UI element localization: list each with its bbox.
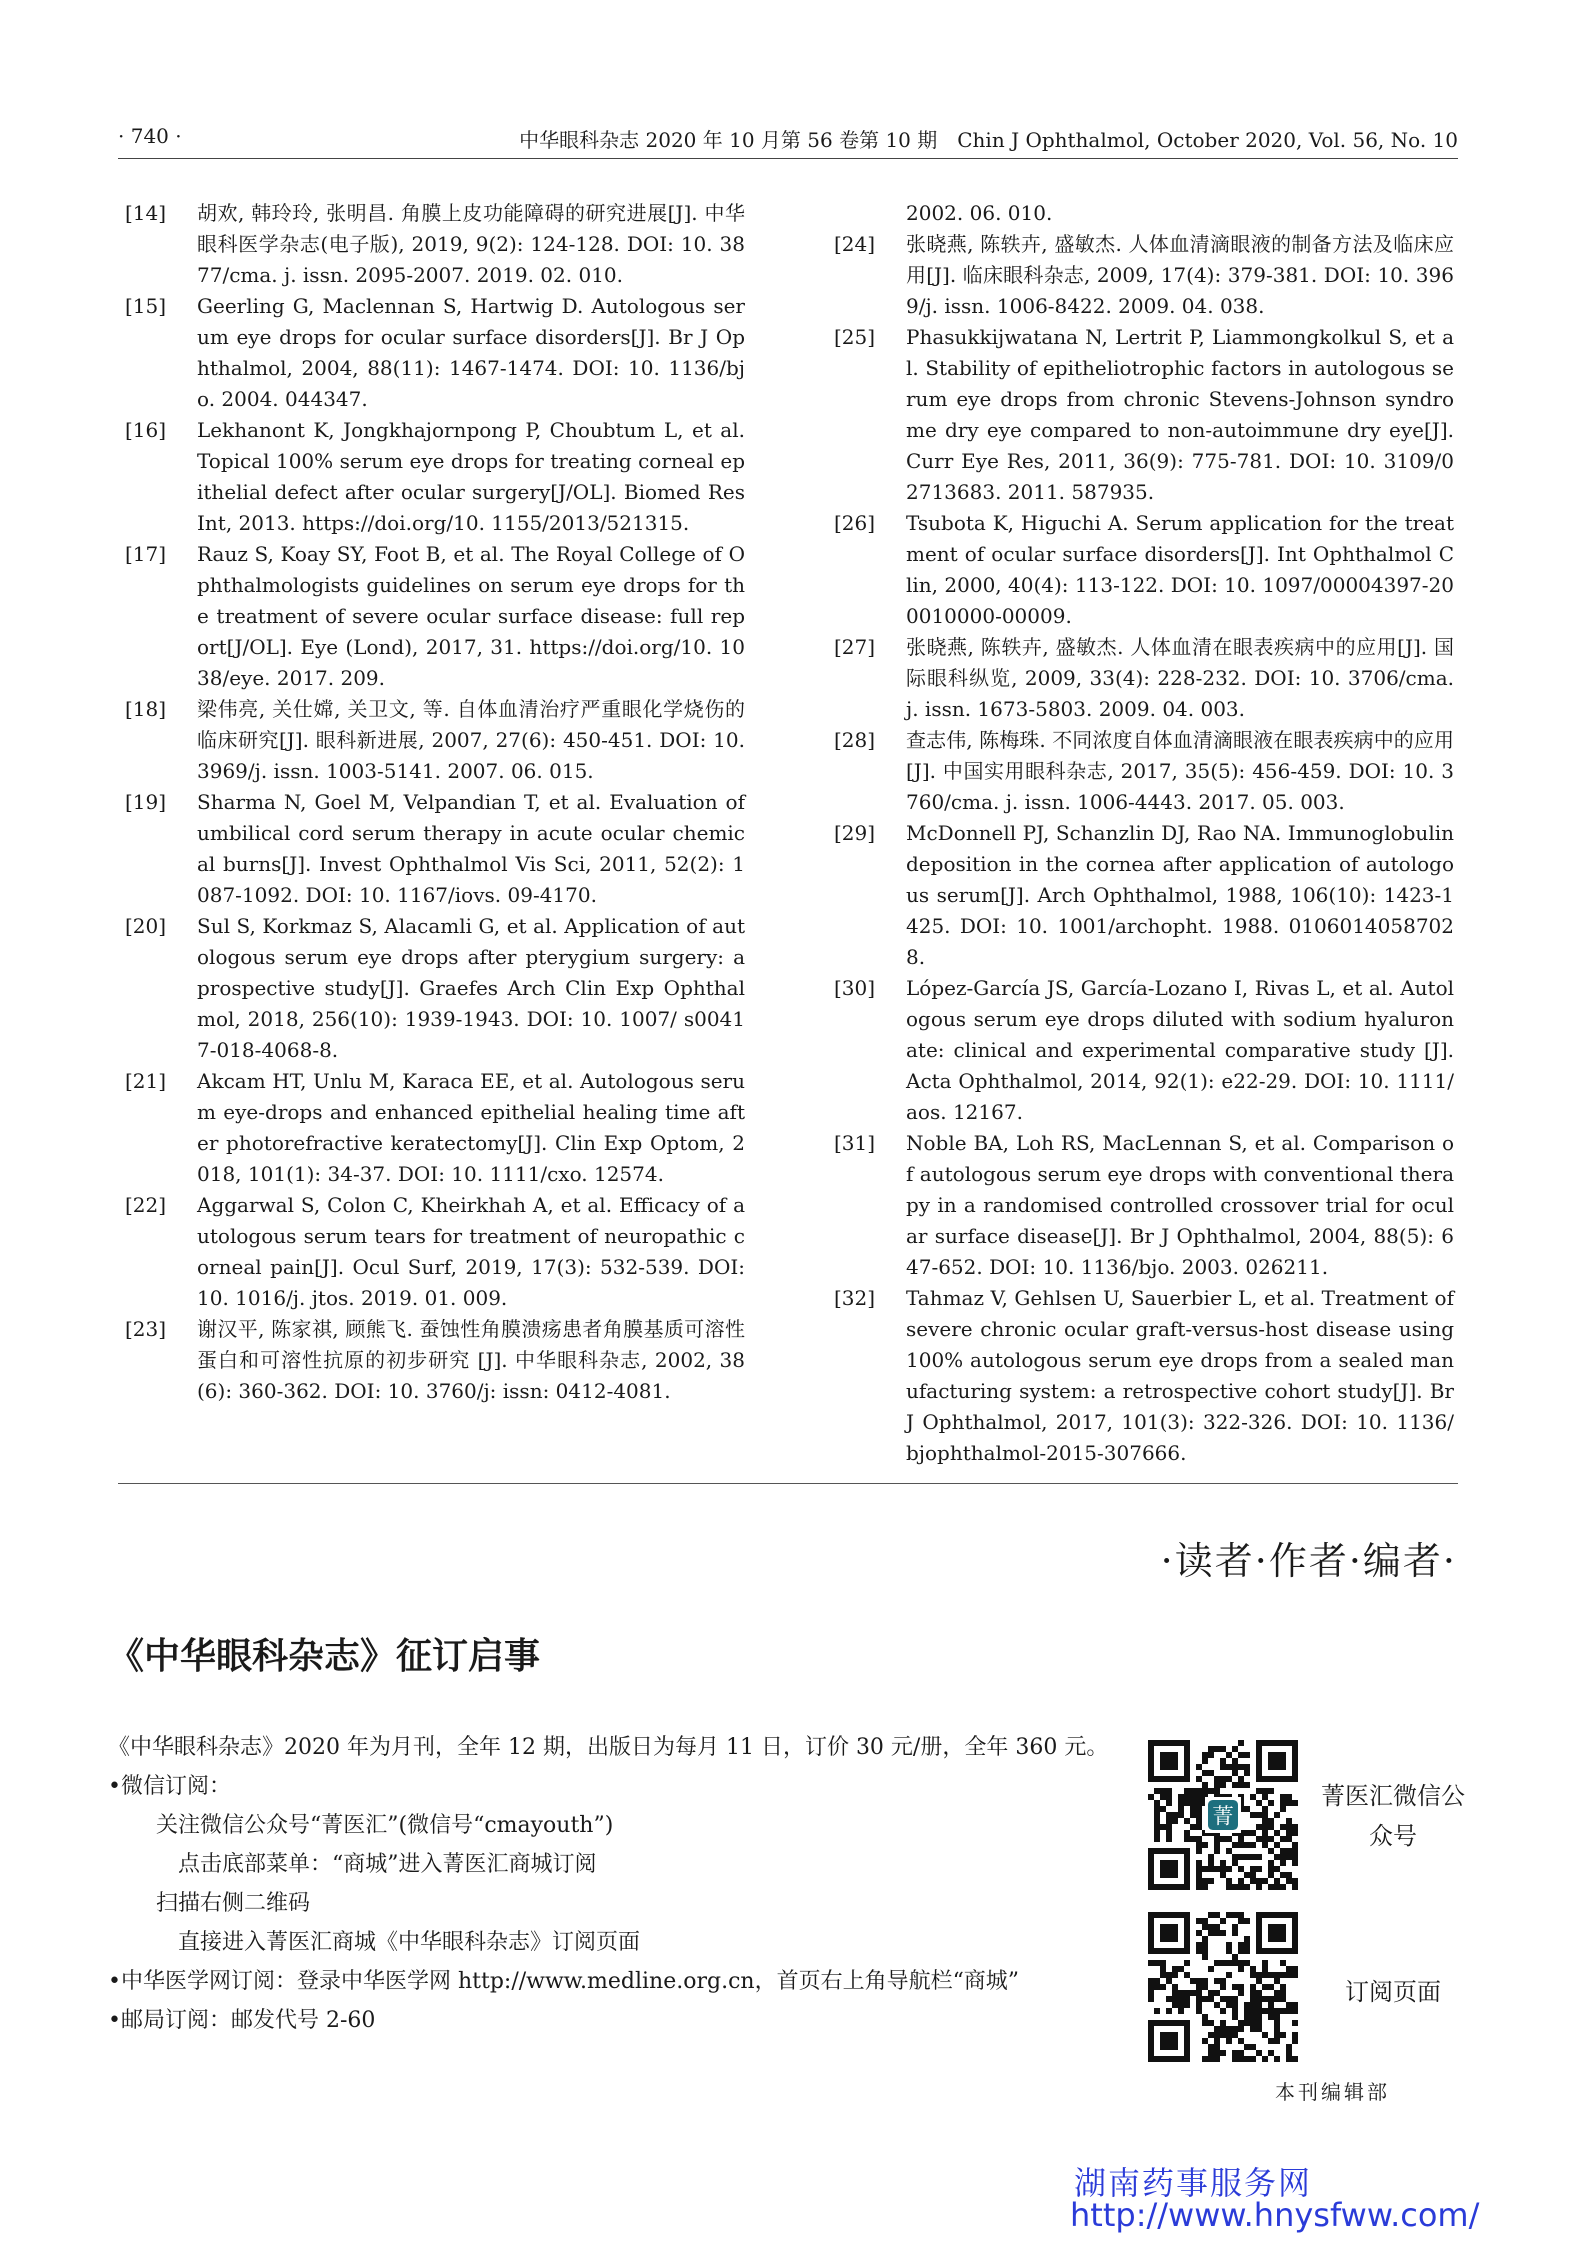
- reference-number: [26]: [834, 511, 876, 535]
- reference-text: Phasukkijwatana N, Lertrit P, Liammongkolkul S, et al. Stability of epitheliotrophic factors in autologous serum eye drops from chronic Stevens-Johnson syndrome dry eye compared to non-autoimmune dry eye[J]. Curr Eye Res, 2011, 36(9): 775-781. DOI: 10. 3109/02713683. 2011. 587935.: [906, 325, 1454, 504]
- reference-item: [834, 725, 1454, 818]
- page-header: [118, 122, 1458, 159]
- reference-text: 张晓燕, 陈轶卉, 盛敏杰. 人体血清滴眼液的制备方法及临床应用[J]. 临床眼科杂志, 2009, 17(4): 379-381. DOI: 10. 3969/j. issn. 1006-8422. 2009. 04. 038.: [906, 232, 1454, 318]
- reference-item: [834, 322, 1454, 508]
- reference-item: [125, 291, 745, 415]
- qr1-label: 菁医汇微信公众号: [1321, 1782, 1465, 1850]
- reference-text: McDonnell PJ, Schanzlin DJ, Rao NA. Immunoglobulin deposition in the cornea after application of autologous serum[J]. Arch Ophthalmol, 1988, 106(10): 1423-1425. DOI: 10. 1001/archopht. 1988. 01060140587028.: [906, 821, 1454, 969]
- reference-number: [30]: [834, 976, 876, 1000]
- reference-number: [19]: [125, 790, 167, 814]
- page-number: · 740 ·: [118, 124, 182, 148]
- reference-text: Lekhanont K, Jongkhajornpong P, Choubtum L, et al. Topical 100% serum eye drops for treating corneal epithelial defect after ocular surgery[J/OL]. Biomed Res Int, 2013. https://doi.org/10. 1155/2013/521315.: [197, 418, 745, 535]
- reference-text: Sharma N, Goel M, Velpandian T, et al. Evaluation of umbilical cord serum therapy in acute ocular chemical burns[J]. Invest Ophthalmol Vis Sci, 2011, 52(2): 1087-1092. DOI: 10. 1167/iovs. 09-4170.: [197, 790, 745, 907]
- reference-text: López-García JS, García-Lozano I, Rivas L, et al. Autologous serum eye drops diluted with sodium hyaluronate: clinical and experimental comparative study [J]. Acta Ophthalmol, 2014, 92(1): e22-29. DOI: 10. 1111/ aos. 12167.: [906, 976, 1454, 1124]
- reference-continuation: 2002. 06. 010.: [906, 201, 1053, 225]
- watermark-name: 湖南药事服务网: [1074, 2164, 1313, 2202]
- reference-number: [15]: [125, 294, 167, 318]
- reference-number: [23]: [125, 1317, 167, 1341]
- reference-item: [834, 229, 1454, 322]
- reference-text: Tsubota K, Higuchi A. Serum application for the treatment of ocular surface disorders[J]. Int Ophthalmol Clin, 2000, 40(4): 113-122. DOI: 10. 1097/00004397-200010000-00009.: [906, 511, 1454, 628]
- reference-number: [25]: [834, 325, 876, 349]
- reference-item: [125, 787, 745, 911]
- reference-item: [125, 911, 745, 1066]
- reference-text: Noble BA, Loh RS, MacLennan S, et al. Comparison of autologous serum eye drops with conventional therapy in a randomised controlled crossover trial for ocular surface disease[J]. Br J Ophthalmol, 2004, 88(5): 647-652. DOI: 10. 1136/bjo. 2003. 026211.: [906, 1131, 1454, 1279]
- reference-item: [125, 198, 745, 291]
- reference-item: [834, 1283, 1454, 1469]
- notice-line: 直接进入菁医汇商城《中华眼科杂志》订阅页面: [178, 1930, 641, 1955]
- reference-item: [125, 1314, 745, 1407]
- reference-text: Aggarwal S, Colon C, Kheirkhah A, et al. Efficacy of autologous serum tears for treatment of neuropathic corneal pain[J]. Ocul Surf, 2019, 17(3): 532-539. DOI: 10. 1016/j. jtos. 2019. 01. 009.: [197, 1193, 745, 1310]
- reference-text: 张晓燕, 陈轶卉, 盛敏杰. 人体血清在眼表疾病中的应用[J]. 国际眼科纵览, 2009, 33(4): 228-232. DOI: 10. 3706/cma. j. issn. 1673-5803. 2009. 04. 003.: [906, 635, 1454, 721]
- reference-text: 查志伟, 陈梅珠. 不同浓度自体血清滴眼液在眼表疾病中的应用[J]. 中国实用眼科杂志, 2017, 35(5): 456-459. DOI: 10. 3760/cma. j. issn. 1006-4443. 2017. 05. 003.: [906, 728, 1454, 814]
- journal-running-title: 中华眼科杂志 2020 年 10 月第 56 卷第 10 期 Chin J Ophthalmol, October 2020, Vol. 56, No. 10: [519, 128, 1458, 152]
- reference-number: [24]: [834, 232, 876, 256]
- reference-text: Tahmaz V, Gehlsen U, Sauerbier L, et al. Treatment of severe chronic ocular graft-versus-host disease using 100% autologous serum eye drops from a sealed manufacturing system: a retrospective cohort study[J]. Br J Ophthalmol, 2017, 101(3): 322-326. DOI: 10. 1136/ bjophthalmol-2015-307666.: [906, 1286, 1454, 1465]
- section-divider: [118, 1483, 1458, 1484]
- reference-item: [834, 973, 1454, 1128]
- section-tag: ·读者·作者·编者·: [1160, 1539, 1457, 1583]
- reference-item: [125, 1066, 745, 1190]
- reference-item: [125, 415, 745, 539]
- reference-number: [14]: [125, 201, 167, 225]
- notice-line: •邮局订阅：邮发代号 2-60: [108, 2008, 376, 2033]
- reference-number: [31]: [834, 1131, 876, 1155]
- reference-number: [27]: [834, 635, 876, 659]
- editorial-dept: 本刊编辑部: [1275, 2080, 1390, 2104]
- reference-text: 胡欢, 韩玲玲, 张明昌. 角膜上皮功能障碍的研究进展[J]. 中华眼科医学杂志(电子版), 2019, 9(2): 124-128. DOI: 10. 3877/cma. j. issn. 2095-2007. 2019. 02. 010.: [197, 201, 745, 287]
- reference-text: Geerling G, Maclennan S, Hartwig D. Autologous serum eye drops for ocular surface disorders[J]. Br J Ophthalmol, 2004, 88(11): 1467-1474. DOI: 10. 1136/bjo. 2004. 044347.: [197, 294, 745, 411]
- reference-number: [32]: [834, 1286, 876, 1310]
- reference-number: [16]: [125, 418, 167, 442]
- reference-item: [125, 1190, 745, 1314]
- reference-number: [17]: [125, 542, 167, 566]
- notice-body: [108, 1728, 1128, 2040]
- wechat-qr-code-icon[interactable]: [1148, 1740, 1298, 1890]
- reference-text: 谢汉平, 陈家祺, 顾熊飞. 蚕蚀性角膜溃疡患者角膜基质可溶性蛋白和可溶性抗原的初步研究 [J]. 中华眼科杂志, 2002, 38(6): 360-362. DOI: 10. 3760/j: issn: 0412-4081.: [197, 1317, 745, 1403]
- notice-title: 《中华眼科杂志》征订启事: [108, 1636, 541, 1677]
- reference-number: [29]: [834, 821, 876, 845]
- notice-line: 《中华眼科杂志》2020 年为月刊，全年 12 期，出版日为每月 11 日，订价 30 元/册，全年 360 元。: [108, 1735, 1109, 1760]
- reference-item: [125, 539, 745, 694]
- reference-number: [21]: [125, 1069, 167, 1093]
- reference-text: Akcam HT, Unlu M, Karaca EE, et al. Autologous serum eye-drops and enhanced epithelial healing time after photorefractive keratectomy[J]. Clin Exp Optom, 2018, 101(1): 34-37. DOI: 10. 1111/cxo. 12574.: [197, 1069, 745, 1186]
- svg-text:菁: 菁: [1212, 1804, 1234, 1830]
- reference-item: [125, 694, 745, 787]
- notice-line: •微信订阅：: [108, 1774, 231, 1799]
- reference-number: [18]: [125, 697, 167, 721]
- notice-line: 扫描右侧二维码: [156, 1891, 311, 1916]
- reference-item: [834, 508, 1454, 632]
- reference-number: [22]: [125, 1193, 167, 1217]
- reference-text: 梁伟亮, 关仕嫦, 关卫文, 等. 自体血清治疗严重眼化学烧伤的临床研究[J]. 眼科新进展, 2007, 27(6): 450-451. DOI: 10. 3969/j. issn. 1003-5141. 2007. 06. 015.: [197, 697, 745, 783]
- references-right-column: [834, 198, 1454, 1469]
- reference-text: Sul S, Korkmaz S, Alacamli G, et al. Application of autologous serum eye drops after pterygium surgery: a prospective study[J]. Graefes Arch Clin Exp Ophthalmol, 2018, 256(10): 1939-1943. DOI: 10. 1007/ s00417-018-4068-8.: [197, 914, 745, 1062]
- reference-text: Rauz S, Koay SY, Foot B, et al. The Royal College of Ophthalmologists guidelines on serum eye drops for the treatment of severe ocular surface disease: full report[J/OL]. Eye (Lond), 2017, 31. https://doi.org/10. 1038/eye. 2017. 209.: [197, 542, 745, 690]
- reference-item: [834, 1128, 1454, 1283]
- notice-line: •中华医学网订阅：登录中华医学网 http://www.medline.org.cn，首页右上角导航栏“商城”: [108, 1969, 1020, 1994]
- qr2-label: 订阅页面: [1345, 1978, 1441, 2006]
- subscribe-qr-code-icon[interactable]: [1148, 1912, 1298, 2062]
- references-left-column: [125, 198, 745, 1407]
- notice-line: 点击底部菜单：“商城”进入菁医汇商城订阅: [178, 1852, 597, 1877]
- watermark-url[interactable]: http://www.hnysfww.com/: [1070, 2196, 1480, 2234]
- reference-item: [834, 632, 1454, 725]
- notice-line: 关注微信公众号“菁医汇”(微信号“cmayouth”): [156, 1813, 614, 1838]
- reference-item: [834, 818, 1454, 973]
- reference-number: [28]: [834, 728, 876, 752]
- reference-number: [20]: [125, 914, 167, 938]
